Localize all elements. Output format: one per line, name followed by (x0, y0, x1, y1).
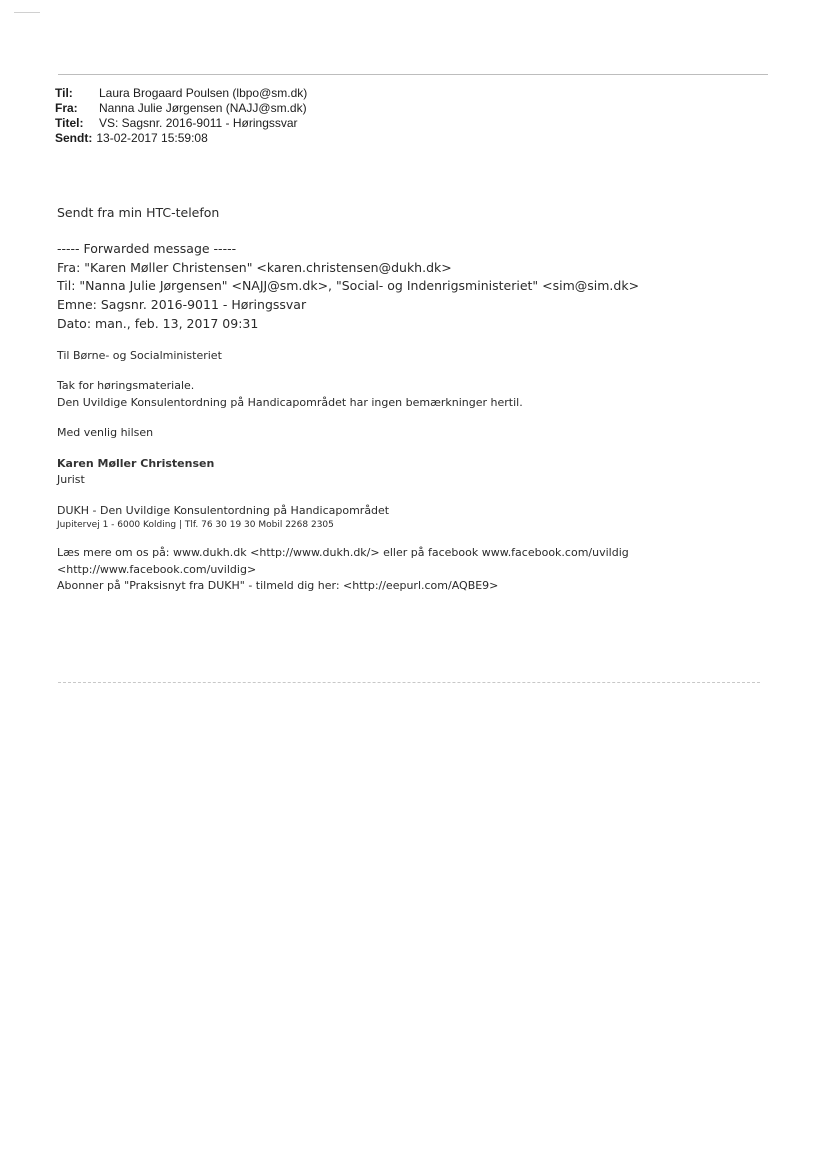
header-title-value: VS: Sagsnr. 2016-9011 - Høringssvar (99, 116, 298, 130)
signature-name: Karen Møller Christensen (57, 456, 215, 470)
closing-line: Med venlig hilsen (57, 426, 154, 440)
header-sent-value: 13-02-2017 15:59:08 (96, 131, 208, 145)
body-bottom-rule (58, 682, 760, 683)
header-sent-row (55, 131, 307, 146)
read-more-line-2: <http://www.facebook.com/uvildig> (57, 562, 257, 576)
header-top-rule (58, 74, 768, 75)
header-from-row (55, 101, 307, 116)
organization-name: DUKH - Den Uvildige Konsulentordning på Handicapområdet (57, 503, 390, 517)
organization-address: Jupitervej 1 - 6000 Kolding | Tlf. 76 30 19 30 Mobil 2268 2305 (57, 520, 334, 531)
header-sent-label: Sendt: (55, 131, 93, 145)
paragraph-line-1: Tak for høringsmateriale. (57, 379, 195, 393)
header-to-row (55, 86, 307, 101)
signature-block (57, 456, 777, 489)
header-title-label: Titel: (55, 116, 84, 130)
forwarded-subject: Emne: Sagsnr. 2016-9011 - Høringssvar (57, 297, 307, 313)
email-body (57, 204, 777, 595)
read-more-line-1: Læs mere om os på: www.dukh.dk <http://www.dukh.dk/> eller på facebook www.facebook.com/uvildig (57, 546, 629, 560)
email-header (55, 86, 307, 146)
forwarded-heading: ----- Forwarded message ----- (57, 240, 237, 256)
forwarded-to: Til: "Nanna Julie Jørgensen" <NAJJ@sm.dk>, "Social- og Indenrigsministeriet" <sim@sim.dk> (57, 278, 640, 294)
forwarded-block (57, 240, 777, 334)
links-block (57, 545, 777, 595)
signature-title: Jurist (57, 473, 85, 487)
message-paragraph (57, 378, 777, 411)
header-title-row (55, 116, 307, 131)
subscribe-line: Abonner på "Praksisnyt fra DUKH" - tilmeld dig her: <http://eepurl.com/AQBE9> (57, 579, 499, 593)
paragraph-line-2: Den Uvildige Konsulentordning på Handicapområdet har ingen bemærkninger hertil. (57, 395, 523, 409)
sent-from-line: Sendt fra min HTC-telefon (57, 205, 220, 220)
header-from-value: Nanna Julie Jørgensen (NAJJ@sm.dk) (99, 101, 307, 115)
header-from-label: Fra: (55, 101, 78, 115)
forwarded-date: Dato: man., feb. 13, 2017 09:31 (57, 315, 259, 331)
organization-block (57, 503, 777, 532)
salutation: Til Børne- og Socialministeriet (57, 348, 222, 362)
header-to-value: Laura Brogaard Poulsen (lbpo@sm.dk) (99, 86, 308, 100)
scan-corner-mark (14, 12, 40, 13)
header-to-label: Til: (55, 86, 73, 100)
forwarded-from: Fra: "Karen Møller Christensen" <karen.christensen@dukh.dk> (57, 259, 452, 275)
